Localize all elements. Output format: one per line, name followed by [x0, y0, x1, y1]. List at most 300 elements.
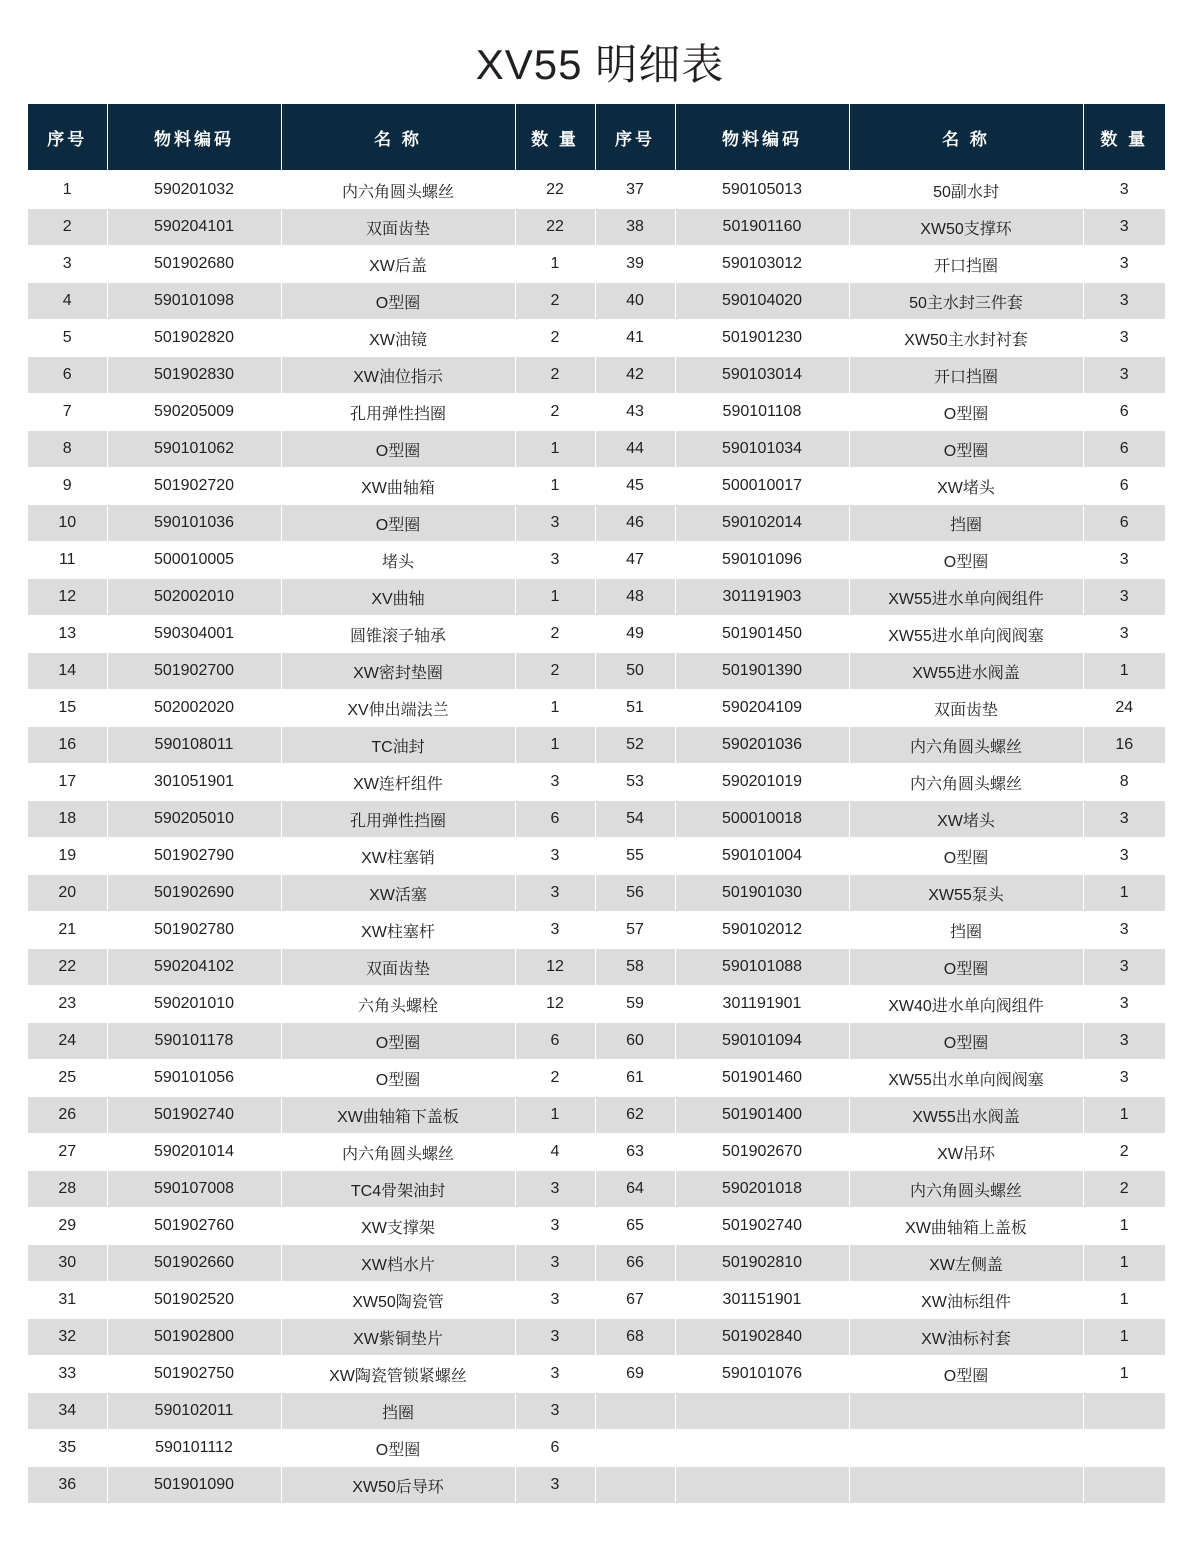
- cell-code: 590201019: [675, 764, 849, 801]
- cell-code: 590108011: [107, 727, 281, 764]
- cell-index: 67: [595, 1282, 675, 1319]
- cell-code: 501902830: [107, 357, 281, 394]
- cell-index: 69: [595, 1356, 675, 1393]
- cell-name: XW油标衬套: [849, 1319, 1083, 1356]
- cell-qty: 1: [1083, 1356, 1165, 1393]
- table-row: [28, 1171, 1165, 1208]
- header-name-left: 名 称: [281, 104, 515, 171]
- cell-index: 65: [595, 1208, 675, 1245]
- cell-index: 18: [28, 801, 107, 838]
- cell-name: [849, 1467, 1083, 1504]
- table-row: [28, 1060, 1165, 1097]
- table-row: [28, 653, 1165, 690]
- cell-name: XW紫铜垫片: [281, 1319, 515, 1356]
- cell-name: XW40进水单向阀组件: [849, 986, 1083, 1023]
- cell-qty: 3: [515, 912, 595, 949]
- table-row: [28, 1208, 1165, 1245]
- cell-name: XW曲轴箱: [281, 468, 515, 505]
- cell-qty: 6: [1083, 431, 1165, 468]
- parts-table: [28, 104, 1165, 1503]
- cell-qty: 16: [1083, 727, 1165, 764]
- cell-code: 590101108: [675, 394, 849, 431]
- cell-qty: 1: [515, 468, 595, 505]
- cell-name: O型圈: [849, 542, 1083, 579]
- cell-code: 501902780: [107, 912, 281, 949]
- cell-qty: 3: [1083, 579, 1165, 616]
- cell-index: 68: [595, 1319, 675, 1356]
- cell-code: 501902520: [107, 1282, 281, 1319]
- cell-name: XW活塞: [281, 875, 515, 912]
- cell-qty: 1: [1083, 653, 1165, 690]
- cell-index: 16: [28, 727, 107, 764]
- cell-index: 34: [28, 1393, 107, 1430]
- cell-qty: 2: [515, 653, 595, 690]
- cell-name: XW50主水封衬套: [849, 320, 1083, 357]
- cell-index: [595, 1430, 675, 1467]
- cell-index: 38: [595, 209, 675, 246]
- table-row: [28, 838, 1165, 875]
- cell-code: 500010018: [675, 801, 849, 838]
- cell-name: [849, 1393, 1083, 1430]
- cell-index: 4: [28, 283, 107, 320]
- cell-qty: 2: [1083, 1171, 1165, 1208]
- cell-qty: 1: [1083, 875, 1165, 912]
- cell-code: 590101034: [675, 431, 849, 468]
- cell-name: XW堵头: [849, 468, 1083, 505]
- cell-index: 19: [28, 838, 107, 875]
- cell-qty: 2: [515, 320, 595, 357]
- table-row: [28, 986, 1165, 1023]
- cell-index: 39: [595, 246, 675, 283]
- cell-qty: 3: [515, 764, 595, 801]
- cell-qty: 1: [515, 690, 595, 727]
- cell-code: 501902700: [107, 653, 281, 690]
- cell-qty: [1083, 1467, 1165, 1504]
- cell-name: O型圈: [849, 394, 1083, 431]
- cell-index: 63: [595, 1134, 675, 1171]
- cell-qty: 3: [515, 1319, 595, 1356]
- cell-index: 7: [28, 394, 107, 431]
- cell-index: 56: [595, 875, 675, 912]
- table-row: [28, 1393, 1165, 1430]
- cell-index: 26: [28, 1097, 107, 1134]
- cell-qty: 22: [515, 171, 595, 209]
- cell-code: 501902800: [107, 1319, 281, 1356]
- cell-index: 20: [28, 875, 107, 912]
- cell-name: XW后盖: [281, 246, 515, 283]
- cell-code: 501902680: [107, 246, 281, 283]
- cell-code: 590101056: [107, 1060, 281, 1097]
- cell-code: 590105013: [675, 171, 849, 209]
- cell-code: 590101098: [107, 283, 281, 320]
- header-index-left: 序号: [28, 104, 107, 171]
- cell-index: 57: [595, 912, 675, 949]
- cell-index: 29: [28, 1208, 107, 1245]
- cell-code: 590205010: [107, 801, 281, 838]
- cell-qty: 6: [515, 1023, 595, 1060]
- table-row: [28, 283, 1165, 320]
- cell-name: XW油镜: [281, 320, 515, 357]
- cell-index: 3: [28, 246, 107, 283]
- cell-code: 500010017: [675, 468, 849, 505]
- cell-index: 6: [28, 357, 107, 394]
- cell-index: 1: [28, 171, 107, 209]
- table-row: [28, 875, 1165, 912]
- cell-index: 54: [595, 801, 675, 838]
- cell-name: XW吊环: [849, 1134, 1083, 1171]
- cell-code: 501901390: [675, 653, 849, 690]
- table-row: [28, 209, 1165, 246]
- cell-index: 5: [28, 320, 107, 357]
- cell-code: 301151901: [675, 1282, 849, 1319]
- cell-qty: 6: [1083, 505, 1165, 542]
- cell-qty: 3: [1083, 912, 1165, 949]
- cell-qty: 3: [515, 1356, 595, 1393]
- table-body: [28, 171, 1165, 1503]
- cell-index: 60: [595, 1023, 675, 1060]
- cell-name: O型圈: [849, 1356, 1083, 1393]
- cell-qty: 6: [515, 801, 595, 838]
- cell-code: 590102012: [675, 912, 849, 949]
- cell-code: 590104020: [675, 283, 849, 320]
- table-row: [28, 1319, 1165, 1356]
- cell-qty: 3: [1083, 616, 1165, 653]
- cell-code: 501902750: [107, 1356, 281, 1393]
- cell-code: 590204102: [107, 949, 281, 986]
- cell-index: 59: [595, 986, 675, 1023]
- cell-code: 501901400: [675, 1097, 849, 1134]
- cell-index: 11: [28, 542, 107, 579]
- cell-qty: 1: [515, 727, 595, 764]
- cell-code: [675, 1393, 849, 1430]
- cell-qty: 1: [515, 431, 595, 468]
- cell-qty: 6: [1083, 394, 1165, 431]
- cell-name: XW柱塞销: [281, 838, 515, 875]
- cell-code: 501902790: [107, 838, 281, 875]
- cell-qty: 1: [1083, 1097, 1165, 1134]
- table-row: [28, 616, 1165, 653]
- cell-code: 590103012: [675, 246, 849, 283]
- header-code-right: 物料编码: [675, 104, 849, 171]
- header-qty-right: 数 量: [1083, 104, 1165, 171]
- cell-index: 23: [28, 986, 107, 1023]
- cell-index: 53: [595, 764, 675, 801]
- cell-name: 50主水封三件套: [849, 283, 1083, 320]
- cell-name: 六角头螺栓: [281, 986, 515, 1023]
- cell-code: 301191903: [675, 579, 849, 616]
- cell-code: 501901230: [675, 320, 849, 357]
- table-row: [28, 1356, 1165, 1393]
- cell-code: 590101004: [675, 838, 849, 875]
- cell-index: 51: [595, 690, 675, 727]
- cell-index: 36: [28, 1467, 107, 1504]
- cell-qty: 3: [515, 1208, 595, 1245]
- cell-name: XW曲轴箱下盖板: [281, 1097, 515, 1134]
- cell-code: 502002010: [107, 579, 281, 616]
- cell-qty: 2: [515, 1060, 595, 1097]
- cell-index: 64: [595, 1171, 675, 1208]
- cell-qty: 1: [1083, 1208, 1165, 1245]
- cell-index: 21: [28, 912, 107, 949]
- cell-name: 开口挡圈: [849, 357, 1083, 394]
- cell-qty: 3: [1083, 986, 1165, 1023]
- cell-qty: 3: [515, 505, 595, 542]
- cell-qty: 3: [515, 1282, 595, 1319]
- cell-code: 590201032: [107, 171, 281, 209]
- cell-index: 8: [28, 431, 107, 468]
- cell-index: 62: [595, 1097, 675, 1134]
- cell-qty: [1083, 1393, 1165, 1430]
- cell-name: TC4骨架油封: [281, 1171, 515, 1208]
- cell-code: 590205009: [107, 394, 281, 431]
- cell-qty: 3: [1083, 246, 1165, 283]
- cell-code: 500010005: [107, 542, 281, 579]
- cell-qty: 3: [515, 1467, 595, 1504]
- page-title: XV55 明细表: [475, 41, 725, 88]
- cell-qty: 1: [515, 1097, 595, 1134]
- header-code-left: 物料编码: [107, 104, 281, 171]
- cell-name: XW柱塞杆: [281, 912, 515, 949]
- cell-code: 501902670: [675, 1134, 849, 1171]
- cell-name: XW55出水单向阀阀塞: [849, 1060, 1083, 1097]
- cell-code: 590101062: [107, 431, 281, 468]
- table-row: [28, 394, 1165, 431]
- cell-name: 孔用弹性挡圈: [281, 801, 515, 838]
- cell-name: O型圈: [281, 431, 515, 468]
- cell-name: O型圈: [281, 283, 515, 320]
- cell-code: 590102014: [675, 505, 849, 542]
- cell-name: 挡圈: [849, 505, 1083, 542]
- cell-name: 内六角圆头螺丝: [849, 727, 1083, 764]
- cell-index: 58: [595, 949, 675, 986]
- cell-name: 双面齿垫: [281, 949, 515, 986]
- cell-index: [595, 1467, 675, 1504]
- cell-code: [675, 1467, 849, 1504]
- cell-name: XW油位指示: [281, 357, 515, 394]
- cell-code: 501902740: [675, 1208, 849, 1245]
- cell-qty: 2: [1083, 1134, 1165, 1171]
- cell-name: O型圈: [281, 505, 515, 542]
- cell-index: 31: [28, 1282, 107, 1319]
- cell-index: 48: [595, 579, 675, 616]
- cell-name: 开口挡圈: [849, 246, 1083, 283]
- cell-code: 501901090: [107, 1467, 281, 1504]
- cell-qty: 3: [515, 1245, 595, 1282]
- cell-index: 28: [28, 1171, 107, 1208]
- cell-qty: 3: [1083, 320, 1165, 357]
- cell-qty: 2: [515, 616, 595, 653]
- cell-code: [675, 1430, 849, 1467]
- cell-name: 孔用弹性挡圈: [281, 394, 515, 431]
- cell-code: 501902660: [107, 1245, 281, 1282]
- cell-qty: 3: [1083, 542, 1165, 579]
- cell-code: 301051901: [107, 764, 281, 801]
- table-row: [28, 1467, 1165, 1504]
- cell-name: O型圈: [281, 1060, 515, 1097]
- cell-index: 46: [595, 505, 675, 542]
- cell-qty: 1: [1083, 1282, 1165, 1319]
- cell-name: XW55进水单向阀阀塞: [849, 616, 1083, 653]
- cell-qty: 2: [515, 357, 595, 394]
- cell-name: XW连杆组件: [281, 764, 515, 801]
- cell-code: 501902760: [107, 1208, 281, 1245]
- table-row: [28, 727, 1165, 764]
- table-row: [28, 1134, 1165, 1171]
- cell-name: XV曲轴: [281, 579, 515, 616]
- cell-code: 501902720: [107, 468, 281, 505]
- cell-qty: 1: [515, 246, 595, 283]
- table-row: [28, 320, 1165, 357]
- cell-index: 24: [28, 1023, 107, 1060]
- header-name-right: 名 称: [849, 104, 1083, 171]
- cell-name: 堵头: [281, 542, 515, 579]
- cell-code: 501901030: [675, 875, 849, 912]
- cell-index: 66: [595, 1245, 675, 1282]
- cell-name: 内六角圆头螺丝: [849, 764, 1083, 801]
- cell-name: 挡圈: [849, 912, 1083, 949]
- cell-code: 501902690: [107, 875, 281, 912]
- cell-name: O型圈: [281, 1023, 515, 1060]
- cell-name: XW50支撑环: [849, 209, 1083, 246]
- cell-qty: 22: [515, 209, 595, 246]
- cell-code: 590101076: [675, 1356, 849, 1393]
- cell-qty: 3: [515, 1393, 595, 1430]
- cell-qty: 3: [1083, 209, 1165, 246]
- cell-index: 40: [595, 283, 675, 320]
- cell-qty: 3: [1083, 171, 1165, 209]
- cell-qty: 3: [515, 838, 595, 875]
- table-row: [28, 542, 1165, 579]
- cell-qty: 2: [515, 283, 595, 320]
- cell-name: 50副水封: [849, 171, 1083, 209]
- cell-name: XW密封垫圈: [281, 653, 515, 690]
- cell-qty: 3: [515, 1171, 595, 1208]
- cell-name: XW油标组件: [849, 1282, 1083, 1319]
- cell-index: 27: [28, 1134, 107, 1171]
- cell-name: 内六角圆头螺丝: [281, 1134, 515, 1171]
- cell-name: 内六角圆头螺丝: [281, 171, 515, 209]
- header-qty-left: 数 量: [515, 104, 595, 171]
- cell-index: 50: [595, 653, 675, 690]
- cell-qty: 4: [515, 1134, 595, 1171]
- cell-index: 45: [595, 468, 675, 505]
- cell-index: 17: [28, 764, 107, 801]
- table-row: [28, 357, 1165, 394]
- cell-name: XW55进水单向阀组件: [849, 579, 1083, 616]
- cell-qty: 2: [515, 394, 595, 431]
- table-row: [28, 431, 1165, 468]
- cell-index: [595, 1393, 675, 1430]
- cell-qty: 6: [515, 1430, 595, 1467]
- cell-index: 10: [28, 505, 107, 542]
- cell-index: 52: [595, 727, 675, 764]
- cell-code: 501901450: [675, 616, 849, 653]
- cell-qty: 1: [1083, 1245, 1165, 1282]
- cell-code: 590204101: [107, 209, 281, 246]
- table-row: [28, 1023, 1165, 1060]
- cell-code: 501902820: [107, 320, 281, 357]
- cell-name: XW陶瓷管锁紧螺丝: [281, 1356, 515, 1393]
- cell-qty: 3: [1083, 283, 1165, 320]
- cell-qty: 3: [1083, 357, 1165, 394]
- table-row: [28, 764, 1165, 801]
- cell-name: XW曲轴箱上盖板: [849, 1208, 1083, 1245]
- table-row: [28, 801, 1165, 838]
- cell-code: 590101094: [675, 1023, 849, 1060]
- cell-code: 590107008: [107, 1171, 281, 1208]
- cell-name: 挡圈: [281, 1393, 515, 1430]
- cell-index: 47: [595, 542, 675, 579]
- cell-code: 501901460: [675, 1060, 849, 1097]
- cell-index: 55: [595, 838, 675, 875]
- table-row: [28, 1430, 1165, 1467]
- table-row: [28, 1282, 1165, 1319]
- table-row: [28, 505, 1165, 542]
- cell-qty: 3: [1083, 801, 1165, 838]
- cell-qty: 6: [1083, 468, 1165, 505]
- cell-name: 圆锥滚子轴承: [281, 616, 515, 653]
- cell-index: 61: [595, 1060, 675, 1097]
- cell-index: 33: [28, 1356, 107, 1393]
- cell-index: 32: [28, 1319, 107, 1356]
- cell-qty: 3: [1083, 838, 1165, 875]
- cell-index: 14: [28, 653, 107, 690]
- table-row: [28, 468, 1165, 505]
- cell-code: 590101112: [107, 1430, 281, 1467]
- cell-index: 43: [595, 394, 675, 431]
- cell-code: 590103014: [675, 357, 849, 394]
- cell-code: 502002020: [107, 690, 281, 727]
- cell-code: 501902740: [107, 1097, 281, 1134]
- cell-qty: 12: [515, 986, 595, 1023]
- cell-code: 301191901: [675, 986, 849, 1023]
- table-header-row: [28, 104, 1165, 171]
- cell-code: 590201010: [107, 986, 281, 1023]
- table-row: [28, 1097, 1165, 1134]
- table-row: [28, 949, 1165, 986]
- cell-index: 44: [595, 431, 675, 468]
- table-row: [28, 690, 1165, 727]
- cell-code: 590101178: [107, 1023, 281, 1060]
- cell-index: 37: [595, 171, 675, 209]
- cell-code: 501901160: [675, 209, 849, 246]
- cell-name: XW55进水阀盖: [849, 653, 1083, 690]
- cell-index: 35: [28, 1430, 107, 1467]
- cell-qty: [1083, 1430, 1165, 1467]
- header-index-right: 序号: [595, 104, 675, 171]
- cell-index: 49: [595, 616, 675, 653]
- cell-code: 590101036: [107, 505, 281, 542]
- cell-name: TC油封: [281, 727, 515, 764]
- cell-name: 双面齿垫: [281, 209, 515, 246]
- table-row: [28, 171, 1165, 209]
- cell-index: 13: [28, 616, 107, 653]
- cell-qty: 3: [1083, 1060, 1165, 1097]
- cell-name: XW支撑架: [281, 1208, 515, 1245]
- cell-qty: 1: [1083, 1319, 1165, 1356]
- cell-code: 590101088: [675, 949, 849, 986]
- cell-index: 41: [595, 320, 675, 357]
- table-row: [28, 1245, 1165, 1282]
- cell-code: 590101096: [675, 542, 849, 579]
- cell-qty: 3: [515, 875, 595, 912]
- cell-index: 9: [28, 468, 107, 505]
- cell-name: 内六角圆头螺丝: [849, 1171, 1083, 1208]
- cell-code: 590201014: [107, 1134, 281, 1171]
- cell-name: [849, 1430, 1083, 1467]
- cell-qty: 24: [1083, 690, 1165, 727]
- table-row: [28, 246, 1165, 283]
